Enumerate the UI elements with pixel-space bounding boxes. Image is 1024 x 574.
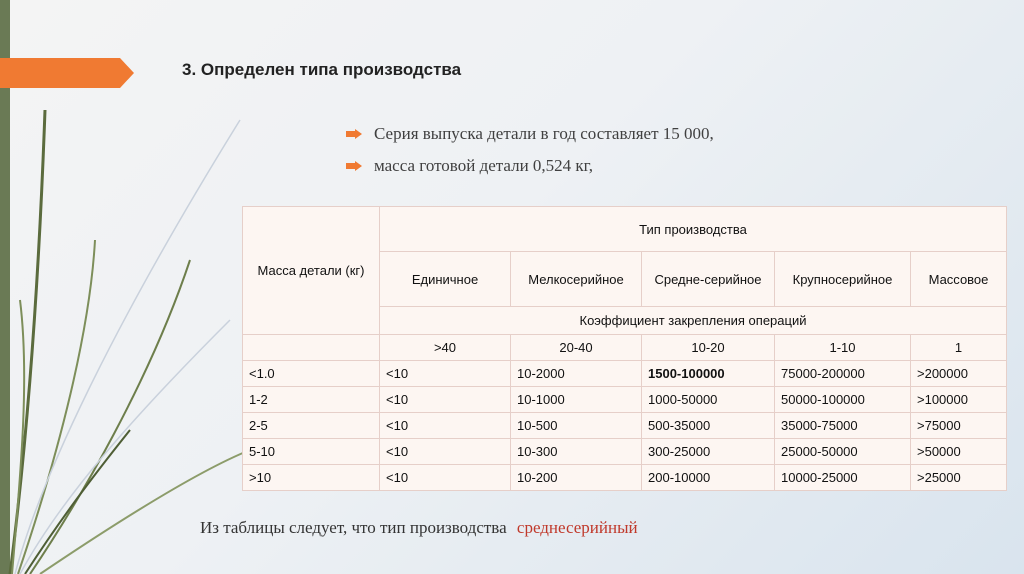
type-header-cell: Крупносерийное xyxy=(775,252,911,307)
table-row xyxy=(243,361,1007,387)
arrow-bullet-icon xyxy=(346,129,362,139)
table-cell: >50000 xyxy=(911,439,1007,465)
type-header-cell: Единичное xyxy=(380,252,511,307)
type-header-cell: Массовое xyxy=(911,252,1007,307)
table-cell: 75000-200000 xyxy=(775,361,911,387)
coef-header: Коэффициент закрепления операций xyxy=(380,307,1007,335)
mass-header: Масса детали (кг) xyxy=(243,207,380,335)
table-cell: <10 xyxy=(380,387,511,413)
table-row xyxy=(243,413,1007,439)
table-cell: 50000-100000 xyxy=(775,387,911,413)
table-cell: 10-200 xyxy=(511,465,642,491)
production-type-table xyxy=(242,206,1007,491)
table-cell: <10 xyxy=(380,439,511,465)
title-arrow-shape xyxy=(0,58,134,88)
table-cell: 10-1000 xyxy=(511,387,642,413)
arrow-bullet-icon xyxy=(346,161,362,171)
type-header-cell: Мелкосерийное xyxy=(511,252,642,307)
table-cell: 1-2 xyxy=(243,387,380,413)
table-row xyxy=(243,439,1007,465)
coef-cell: 1 xyxy=(911,335,1007,361)
table-row xyxy=(243,465,1007,491)
conclusion-lead: Из таблицы следует, что тип производства xyxy=(200,518,507,537)
table-cell: >200000 xyxy=(911,361,1007,387)
table-cell: >25000 xyxy=(911,465,1007,491)
table-cell: 10-2000 xyxy=(511,361,642,387)
table-cell: >10 xyxy=(243,465,380,491)
table-row xyxy=(243,387,1007,413)
table-cell: >100000 xyxy=(911,387,1007,413)
conclusion-highlight: среднесерийный xyxy=(516,518,638,537)
conclusion-text xyxy=(200,518,638,538)
table-cell: 300-25000 xyxy=(642,439,775,465)
bullet-item xyxy=(346,150,714,182)
type-header-cell: Средне-серийное xyxy=(642,252,775,307)
bullet-list xyxy=(346,118,714,182)
table-cell xyxy=(243,335,380,361)
table-cell: <1.0 xyxy=(243,361,380,387)
table-cell: 10-300 xyxy=(511,439,642,465)
bullet-item xyxy=(346,118,714,150)
table-cell: 10000-25000 xyxy=(775,465,911,491)
table-cell: <10 xyxy=(380,413,511,439)
coef-cell: 1-10 xyxy=(775,335,911,361)
table-cell: 2-5 xyxy=(243,413,380,439)
table-cell: <10 xyxy=(380,465,511,491)
table-cell: 5-10 xyxy=(243,439,380,465)
bullet-text: масса готовой детали 0,524 кг, xyxy=(374,156,593,175)
table-cell: 200-10000 xyxy=(642,465,775,491)
table-cell: <10 xyxy=(380,361,511,387)
table-cell: 10-500 xyxy=(511,413,642,439)
coef-cell: 10-20 xyxy=(642,335,775,361)
coef-cell: 20-40 xyxy=(511,335,642,361)
coef-cell: >40 xyxy=(380,335,511,361)
table-cell: 500-35000 xyxy=(642,413,775,439)
table-cell: >75000 xyxy=(911,413,1007,439)
slide-title: 3. Определен типа производства xyxy=(182,60,462,79)
type-header: Тип производства xyxy=(380,207,1007,252)
bullet-text: Серия выпуска детали в год составляет 15 000, xyxy=(374,124,714,143)
table-cell: 35000-75000 xyxy=(775,413,911,439)
table-cell: 25000-50000 xyxy=(775,439,911,465)
table-cell: 1000-50000 xyxy=(642,387,775,413)
highlighted-cell: 1500-100000 xyxy=(642,361,775,387)
